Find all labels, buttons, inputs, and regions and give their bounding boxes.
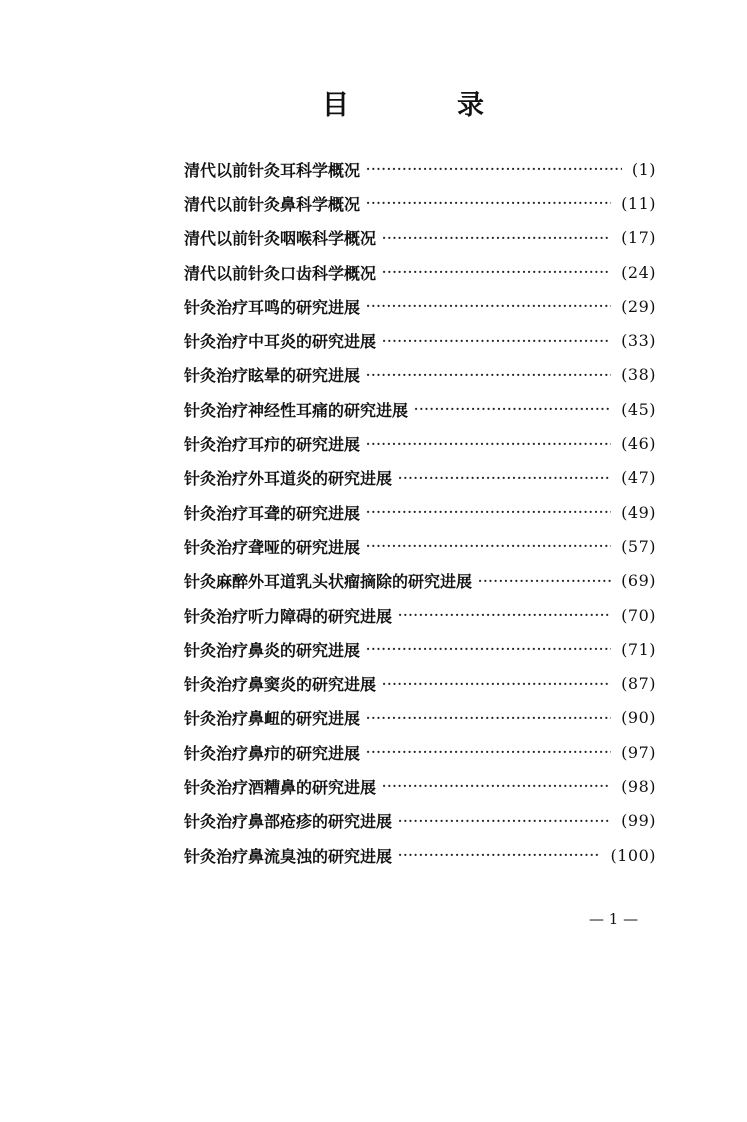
toc-entry[interactable] xyxy=(184,769,656,803)
toc-entry-page: (24) xyxy=(621,262,656,282)
toc-leader-dots xyxy=(366,529,611,563)
toc-entry[interactable] xyxy=(184,358,656,392)
toc-entry-page: (70) xyxy=(621,605,656,625)
toc-entry-page: (71) xyxy=(621,639,656,659)
toc-leader-dots xyxy=(366,152,622,186)
toc-entry-title: 针灸治疗耳聋的研究进展 xyxy=(184,503,361,523)
toc-entry-title: 清代以前针灸咽喉科学概况 xyxy=(184,229,377,249)
toc-leader-dots xyxy=(366,701,611,735)
toc-entry-page: (38) xyxy=(621,365,656,385)
toc-entry[interactable] xyxy=(184,392,656,426)
toc-entry-page: (17) xyxy=(621,228,656,248)
toc-entry-page: (99) xyxy=(621,811,656,831)
toc-entry-page: (90) xyxy=(621,708,656,728)
toc-entry[interactable] xyxy=(184,632,656,666)
page-title xyxy=(0,86,747,126)
toc-leader-dots xyxy=(478,564,611,598)
toc-entry[interactable] xyxy=(184,804,656,838)
toc-entry-title: 针灸治疗酒糟鼻的研究进展 xyxy=(184,777,377,797)
toc-entry-title: 清代以前针灸口齿科学概况 xyxy=(184,263,377,283)
toc-entry-page: (57) xyxy=(621,536,656,556)
toc-entry-title: 针灸治疗听力障碍的研究进展 xyxy=(184,606,393,626)
toc-leader-dots xyxy=(366,735,611,769)
toc-entry[interactable] xyxy=(184,426,656,460)
toc-entry-title: 针灸治疗鼻炎的研究进展 xyxy=(184,640,361,660)
toc-entry-title: 针灸治疗鼻窦炎的研究进展 xyxy=(184,675,377,695)
toc-entry-page: (45) xyxy=(621,399,656,419)
toc-entry-title: 清代以前针灸鼻科学概况 xyxy=(184,194,361,214)
toc-entry[interactable] xyxy=(184,735,656,769)
page-number: — 1 — xyxy=(589,910,639,928)
toc-entry-page: (97) xyxy=(621,742,656,762)
toc-entry[interactable] xyxy=(184,598,656,632)
toc-leader-dots xyxy=(366,358,611,392)
toc-entry[interactable] xyxy=(184,461,656,495)
toc-leader-dots xyxy=(398,598,611,632)
toc-entry-title: 针灸治疗耳疖的研究进展 xyxy=(184,435,361,455)
toc-entry-page: (29) xyxy=(621,296,656,316)
toc-entry-title: 针灸治疗耳鸣的研究进展 xyxy=(184,297,361,317)
toc-entry[interactable] xyxy=(184,255,656,289)
toc-entry-page: (100) xyxy=(610,845,656,865)
toc-entry[interactable] xyxy=(184,529,656,563)
toc-leader-dots xyxy=(398,804,611,838)
toc-leader-dots xyxy=(382,255,611,289)
toc-entry-title: 针灸麻醉外耳道乳头状瘤摘除的研究进展 xyxy=(184,572,473,592)
toc-entry-title: 针灸治疗眩晕的研究进展 xyxy=(184,366,361,386)
toc-entry[interactable] xyxy=(184,666,656,700)
toc-entry-page: (47) xyxy=(621,468,656,488)
toc-leader-dots xyxy=(414,392,611,426)
toc-leader-dots xyxy=(366,632,611,666)
toc-entry[interactable] xyxy=(184,221,656,255)
toc-leader-dots xyxy=(398,461,611,495)
toc-leader-dots xyxy=(382,324,611,358)
toc-entry-title: 针灸治疗神经性耳痛的研究进展 xyxy=(184,400,409,420)
toc-entry[interactable] xyxy=(184,152,656,186)
page-title-char-1: 目 xyxy=(322,90,349,121)
page-title-char-2: 录 xyxy=(457,90,484,121)
toc-entry[interactable] xyxy=(184,186,656,220)
table-of-contents xyxy=(184,152,656,872)
toc-entry-title: 针灸治疗鼻衄的研究进展 xyxy=(184,709,361,729)
toc-entry[interactable] xyxy=(184,564,656,598)
toc-entry-title: 针灸治疗鼻部疮疹的研究进展 xyxy=(184,812,393,832)
toc-entry-page: (33) xyxy=(621,331,656,351)
toc-entry-page: (87) xyxy=(621,674,656,694)
toc-entry-page: (49) xyxy=(621,502,656,522)
toc-entry-title: 针灸治疗鼻流臭浊的研究进展 xyxy=(184,846,393,866)
toc-leader-dots xyxy=(382,221,611,255)
toc-leader-dots xyxy=(366,186,611,220)
toc-entry[interactable] xyxy=(184,838,656,872)
toc-entry-page: (46) xyxy=(621,434,656,454)
toc-entry-title: 针灸治疗鼻疖的研究进展 xyxy=(184,743,361,763)
toc-leader-dots xyxy=(366,495,611,529)
toc-entry-page: (69) xyxy=(621,571,656,591)
toc-entry-title: 针灸治疗外耳道炎的研究进展 xyxy=(184,469,393,489)
toc-entry[interactable] xyxy=(184,289,656,323)
toc-entry-page: (11) xyxy=(621,193,656,213)
toc-entry-title: 清代以前针灸耳科学概况 xyxy=(184,160,361,180)
toc-leader-dots xyxy=(382,667,611,701)
toc-entry-title: 针灸治疗聋哑的研究进展 xyxy=(184,537,361,557)
toc-leader-dots xyxy=(398,838,600,872)
toc-entry[interactable] xyxy=(184,323,656,357)
toc-entry[interactable] xyxy=(184,701,656,735)
toc-entry[interactable] xyxy=(184,495,656,529)
toc-entry-page: (1) xyxy=(631,159,656,179)
toc-leader-dots xyxy=(382,769,611,803)
toc-leader-dots xyxy=(366,427,611,461)
toc-entry-page: (98) xyxy=(621,776,656,796)
toc-leader-dots xyxy=(366,289,611,323)
toc-entry-title: 针灸治疗中耳炎的研究进展 xyxy=(184,332,377,352)
